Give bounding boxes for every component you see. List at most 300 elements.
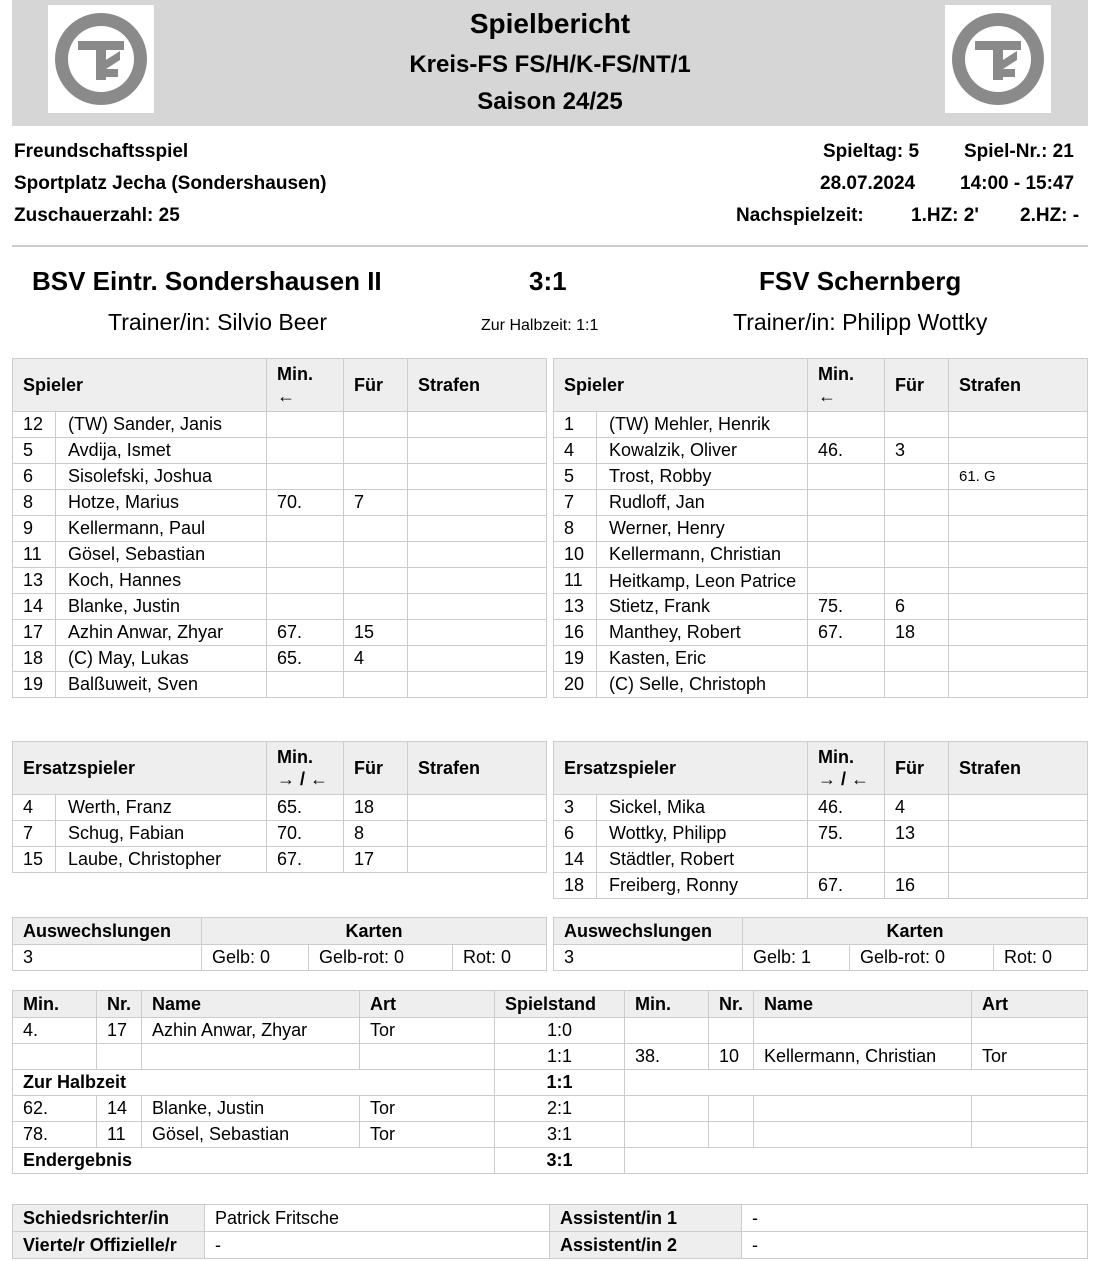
event-score: 1:0 — [495, 1018, 625, 1044]
red-cards: Rot: 0 — [453, 945, 547, 971]
referee-name: Patrick Fritsche — [205, 1205, 550, 1232]
substitution-minute — [808, 568, 885, 594]
substituted-for: 16 — [885, 873, 949, 899]
player-row — [13, 847, 547, 873]
substituted-for — [344, 672, 408, 698]
yellow-cards: Gelb: 1 — [743, 945, 850, 971]
substituted-for — [885, 646, 949, 672]
substituted-for: 4 — [344, 646, 408, 672]
substituted-for — [344, 542, 408, 568]
player-number: 4 — [13, 795, 56, 821]
substituted-for — [344, 594, 408, 620]
player-number: 7 — [554, 490, 597, 516]
halftime-row — [13, 1070, 1088, 1096]
player-name: Gösel, Sebastian — [56, 542, 267, 568]
player-number: 13 — [554, 594, 597, 620]
substituted-for: 4 — [885, 795, 949, 821]
player-row — [13, 542, 547, 568]
penalty — [949, 873, 1088, 899]
player-number: 19 — [554, 646, 597, 672]
penalty — [408, 620, 547, 646]
substituted-for: 15 — [344, 620, 408, 646]
empty-cell — [972, 1122, 1088, 1148]
player-row — [554, 542, 1088, 568]
empty-cell — [625, 1096, 709, 1122]
fourth-official-name: - — [205, 1232, 550, 1259]
substitution-minute: 46. — [808, 795, 885, 821]
substitution-minute — [267, 464, 344, 490]
home-team-name: BSV Eintr. Sondershausen II — [32, 266, 382, 296]
player-row — [13, 594, 547, 620]
player-name: Avdija, Ismet — [56, 438, 267, 464]
col-header-min: Min. ← — [808, 359, 885, 412]
penalty — [949, 795, 1088, 821]
player-name: Städtler, Robert — [597, 847, 808, 873]
substituted-for: 3 — [885, 438, 949, 464]
player-row — [554, 873, 1088, 899]
penalty — [949, 847, 1088, 873]
player-row — [13, 672, 547, 698]
player-name: Sickel, Mika — [597, 795, 808, 821]
table-header-row — [13, 742, 547, 795]
divider — [12, 245, 1088, 247]
event-row — [13, 1044, 1088, 1070]
player-name: Koch, Hannes — [56, 568, 267, 594]
event-row — [13, 1122, 1088, 1148]
penalty — [949, 412, 1088, 438]
player-name: Laube, Christopher — [56, 847, 267, 873]
penalty — [408, 438, 547, 464]
substituted-for — [885, 490, 949, 516]
final-row — [13, 1148, 1088, 1174]
match-time: 14:00 - 15:47 — [960, 173, 1075, 194]
substitution-minute — [808, 542, 885, 568]
player-row — [13, 490, 547, 516]
halftime-label: Zur Halbzeit — [13, 1070, 495, 1096]
player-row — [554, 620, 1088, 646]
penalty — [408, 412, 547, 438]
player-number: 5 — [13, 438, 56, 464]
player-row — [13, 412, 547, 438]
penalty — [949, 646, 1088, 672]
events-header-row — [13, 991, 1088, 1018]
penalty — [408, 568, 547, 594]
col-header-for: Für — [885, 742, 949, 795]
player-name: (C) Selle, Christoph — [597, 672, 808, 698]
empty-cell — [709, 1122, 754, 1148]
col-header-type: Art — [360, 991, 495, 1018]
player-number: 15 — [13, 847, 56, 873]
substituted-for — [344, 412, 408, 438]
player-row — [554, 847, 1088, 873]
player-name: Hotze, Marius — [56, 490, 267, 516]
penalty — [949, 568, 1088, 594]
col-header-nr: Nr. — [97, 991, 142, 1018]
event-minute: 78. — [13, 1122, 97, 1148]
away-team-name: FSV Schernberg — [759, 266, 962, 296]
penalty — [949, 594, 1088, 620]
player-number: 11 — [554, 568, 597, 594]
player-number: 6 — [13, 464, 56, 490]
player-name: Kellermann, Paul — [56, 516, 267, 542]
player-name: Werth, Franz — [56, 795, 267, 821]
event-minute: 62. — [13, 1096, 97, 1122]
col-header-penalties: Strafen — [949, 742, 1088, 795]
substituted-for — [885, 542, 949, 568]
player-row — [13, 464, 547, 490]
player-name: Werner, Henry — [597, 516, 808, 542]
player-number: 4 — [554, 438, 597, 464]
player-number: 18 — [13, 646, 56, 672]
event-type: Tor — [360, 1096, 495, 1122]
event-type: Tor — [360, 1018, 495, 1044]
empty-cell — [360, 1044, 495, 1070]
penalty — [408, 516, 547, 542]
home-trainer: Trainer/in: Silvio Beer — [108, 309, 328, 335]
col-header-nr: Nr. — [709, 991, 754, 1018]
player-row — [554, 821, 1088, 847]
substituted-for — [885, 672, 949, 698]
added-time-label: Nachspielzeit: — [736, 205, 864, 226]
player-number: 10 — [554, 542, 597, 568]
player-number: 19 — [13, 672, 56, 698]
away-stats-table — [553, 917, 1088, 971]
home-subs-table — [12, 741, 547, 873]
penalty — [949, 821, 1088, 847]
col-header-type: Art — [972, 991, 1088, 1018]
player-name: Azhin Anwar, Zhyar — [56, 620, 267, 646]
substituted-for: 7 — [344, 490, 408, 516]
player-number: 20 — [554, 672, 597, 698]
event-number: 11 — [97, 1122, 142, 1148]
subs-header: Auswechslungen — [13, 918, 202, 945]
player-row — [554, 594, 1088, 620]
col-header-name: Name — [754, 991, 972, 1018]
event-row — [13, 1018, 1088, 1044]
col-header-penalties: Strafen — [408, 359, 547, 412]
red-cards: Rot: 0 — [994, 945, 1088, 971]
player-name: Stietz, Frank — [597, 594, 808, 620]
home-stats-table — [12, 917, 547, 971]
substituted-for: 13 — [885, 821, 949, 847]
player-number: 8 — [554, 516, 597, 542]
cards-header: Karten — [202, 918, 547, 945]
col-header-player: Spieler — [554, 359, 808, 412]
player-number: 1 — [554, 412, 597, 438]
player-number: 6 — [554, 821, 597, 847]
empty-cell — [754, 1096, 972, 1122]
substituted-for — [885, 568, 949, 594]
penalty — [408, 646, 547, 672]
penalty — [408, 594, 547, 620]
substitution-minute: 67. — [808, 873, 885, 899]
player-name: Manthey, Robert — [597, 620, 808, 646]
player-row — [13, 795, 547, 821]
fourth-official-label: Vierte/r Offizielle/r — [13, 1232, 205, 1259]
away-trainer: Trainer/in: Philipp Wottky — [733, 309, 988, 335]
substituted-for: 8 — [344, 821, 408, 847]
penalty — [949, 620, 1088, 646]
penalty — [949, 672, 1088, 698]
penalty — [408, 795, 547, 821]
match-type: Freundschaftsspiel — [14, 141, 189, 162]
empty-cell — [97, 1044, 142, 1070]
player-row — [554, 516, 1088, 542]
substitution-minute — [808, 490, 885, 516]
player-name: Trost, Robby — [597, 464, 808, 490]
player-row — [554, 438, 1088, 464]
player-name: Kowalzik, Oliver — [597, 438, 808, 464]
empty-cell — [709, 1018, 754, 1044]
officials-table — [12, 1204, 1088, 1259]
substituted-for — [344, 438, 408, 464]
player-name: Rudloff, Jan — [597, 490, 808, 516]
empty-cell — [709, 1096, 754, 1122]
player-name: (C) May, Lukas — [56, 646, 267, 672]
event-number: 10 — [709, 1044, 754, 1070]
empty-cell — [972, 1018, 1088, 1044]
substitution-minute: 67. — [808, 620, 885, 646]
empty-cell — [625, 1122, 709, 1148]
match-number: Spiel-Nr.: 21 — [964, 141, 1074, 162]
penalty — [408, 821, 547, 847]
subs-header: Auswechslungen — [554, 918, 743, 945]
final-label: Endergebnis — [13, 1148, 495, 1174]
player-number: 8 — [13, 490, 56, 516]
player-name: (TW) Sander, Janis — [56, 412, 267, 438]
substituted-for — [885, 516, 949, 542]
player-row — [13, 646, 547, 672]
player-name: Sisolefski, Joshua — [56, 464, 267, 490]
player-name: (TW) Mehler, Henrik — [597, 412, 808, 438]
final-score-cell: 3:1 — [495, 1148, 625, 1174]
col-header-min: Min. ← — [267, 359, 344, 412]
event-player: Gösel, Sebastian — [142, 1122, 360, 1148]
player-name: Balßuweit, Sven — [56, 672, 267, 698]
player-row — [554, 490, 1088, 516]
col-header-for: Für — [344, 742, 408, 795]
substitution-minute — [267, 412, 344, 438]
penalty — [949, 490, 1088, 516]
col-header-min: Min. → / ← — [808, 742, 885, 795]
substitution-minute: 65. — [267, 646, 344, 672]
substitution-minute — [808, 412, 885, 438]
substituted-for: 18 — [344, 795, 408, 821]
player-row — [13, 568, 547, 594]
event-score: 2:1 — [495, 1096, 625, 1122]
player-name: Freiberg, Ronny — [597, 873, 808, 899]
col-header-for: Für — [885, 359, 949, 412]
substitution-minute — [808, 516, 885, 542]
event-player: Kellermann, Christian — [754, 1044, 972, 1070]
yellow-red-cards: Gelb-rot: 0 — [850, 945, 994, 971]
substituted-for — [885, 847, 949, 873]
substituted-for — [344, 516, 408, 542]
col-header-penalties: Strafen — [408, 742, 547, 795]
player-row — [554, 795, 1088, 821]
penalty — [408, 464, 547, 490]
penalty — [949, 516, 1088, 542]
player-number: 5 — [554, 464, 597, 490]
penalty — [949, 542, 1088, 568]
empty-cell — [625, 1018, 709, 1044]
home-lineup-table — [12, 358, 547, 698]
event-number: 17 — [97, 1018, 142, 1044]
player-number: 9 — [13, 516, 56, 542]
substituted-for — [344, 464, 408, 490]
substitution-minute — [267, 568, 344, 594]
away-subs-table — [553, 741, 1088, 899]
player-number: 14 — [554, 847, 597, 873]
substituted-for: 18 — [885, 620, 949, 646]
assistant2-label: Assistent/in 2 — [550, 1232, 742, 1259]
player-number: 11 — [13, 542, 56, 568]
substitution-minute: 46. — [808, 438, 885, 464]
player-name: Schug, Fabian — [56, 821, 267, 847]
col-header-score: Spielstand — [495, 991, 625, 1018]
event-minute: 38. — [625, 1044, 709, 1070]
penalty — [408, 847, 547, 873]
player-row — [554, 412, 1088, 438]
col-header-name: Name — [142, 991, 360, 1018]
event-score: 3:1 — [495, 1122, 625, 1148]
venue: Sportplatz Jecha (Sondershausen) — [14, 173, 327, 194]
final-score: 3:1 — [529, 266, 567, 296]
event-player: Azhin Anwar, Zhyar — [142, 1018, 360, 1044]
empty-cell — [13, 1044, 97, 1070]
substitution-minute: 75. — [808, 594, 885, 620]
player-row — [554, 672, 1088, 698]
empty-cell — [754, 1018, 972, 1044]
assistant1-label: Assistent/in 1 — [550, 1205, 742, 1232]
table-header-row — [13, 359, 547, 412]
cards-header: Karten — [743, 918, 1088, 945]
penalty — [408, 542, 547, 568]
spectators: Zuschauerzahl: 25 — [14, 205, 180, 226]
subs-count: 3 — [554, 945, 743, 971]
substituted-for: 17 — [344, 847, 408, 873]
substitution-minute — [808, 847, 885, 873]
league-title: Kreis-FS FS/H/K-FS/NT/1 — [409, 51, 691, 78]
col-header-sub: Ersatzspieler — [13, 742, 267, 795]
added-time-first-half: 1.HZ: 2' — [911, 205, 979, 226]
player-name: Heitkamp, Leon Patrice — [597, 568, 808, 594]
event-minute: 4. — [13, 1018, 97, 1044]
subs-count: 3 — [13, 945, 202, 971]
match-date: 28.07.2024 — [820, 173, 916, 194]
player-row — [13, 821, 547, 847]
report-title: Spielbericht — [469, 8, 631, 39]
events-table — [12, 990, 1088, 1174]
substitution-minute: 67. — [267, 847, 344, 873]
penalty: 61. G — [949, 464, 1088, 490]
player-row — [13, 516, 547, 542]
empty-cell — [625, 1070, 1088, 1096]
event-score: 1:1 — [495, 1044, 625, 1070]
col-header-sub: Ersatzspieler — [554, 742, 808, 795]
event-row — [13, 1096, 1088, 1122]
yellow-red-cards: Gelb-rot: 0 — [309, 945, 453, 971]
empty-cell — [625, 1148, 1088, 1174]
player-name: Blanke, Justin — [56, 594, 267, 620]
player-row — [554, 646, 1088, 672]
player-row — [554, 568, 1088, 594]
player-name: Kellermann, Christian — [597, 542, 808, 568]
substituted-for: 6 — [885, 594, 949, 620]
col-header-min: Min. — [13, 991, 97, 1018]
col-header-player: Spieler — [13, 359, 267, 412]
substitution-minute — [267, 594, 344, 620]
penalty — [408, 490, 547, 516]
assistant2-name: - — [742, 1232, 1088, 1259]
event-type: Tor — [972, 1044, 1088, 1070]
substitution-minute — [267, 672, 344, 698]
penalty — [949, 438, 1088, 464]
substitution-minute: 75. — [808, 821, 885, 847]
event-type: Tor — [360, 1122, 495, 1148]
substitution-minute: 70. — [267, 490, 344, 516]
player-number: 14 — [13, 594, 56, 620]
player-number: 12 — [13, 412, 56, 438]
substituted-for — [885, 464, 949, 490]
col-header-min: Min. → / ← — [267, 742, 344, 795]
substitution-minute — [267, 516, 344, 542]
substitution-minute — [267, 542, 344, 568]
substitution-minute: 67. — [267, 620, 344, 646]
halftime-score: Zur Halbzeit: 1:1 — [481, 317, 599, 334]
col-header-for: Für — [344, 359, 408, 412]
player-number: 16 — [554, 620, 597, 646]
substitution-minute: 65. — [267, 795, 344, 821]
empty-cell — [972, 1096, 1088, 1122]
substitution-minute — [808, 646, 885, 672]
substituted-for — [885, 412, 949, 438]
player-number: 18 — [554, 873, 597, 899]
player-number: 13 — [13, 568, 56, 594]
player-row — [13, 620, 547, 646]
empty-cell — [142, 1044, 360, 1070]
substitution-minute — [808, 672, 885, 698]
yellow-cards: Gelb: 0 — [202, 945, 309, 971]
assistant1-name: - — [742, 1205, 1088, 1232]
player-number: 17 — [13, 620, 56, 646]
table-header-row — [554, 742, 1088, 795]
away-lineup-table — [553, 358, 1088, 698]
event-player: Blanke, Justin — [142, 1096, 360, 1122]
player-name: Kasten, Eric — [597, 646, 808, 672]
substituted-for — [344, 568, 408, 594]
substitution-minute — [267, 438, 344, 464]
col-header-min: Min. — [625, 991, 709, 1018]
player-row — [554, 464, 1088, 490]
season-title: Saison 24/25 — [477, 88, 623, 115]
penalty — [408, 672, 547, 698]
substitution-minute — [808, 464, 885, 490]
col-header-penalties: Strafen — [949, 359, 1088, 412]
matchday: Spieltag: 5 — [823, 141, 920, 162]
halftime-score-cell: 1:1 — [495, 1070, 625, 1096]
event-number: 14 — [97, 1096, 142, 1122]
substitution-minute: 70. — [267, 821, 344, 847]
player-number: 3 — [554, 795, 597, 821]
referee-label: Schiedsrichter/in — [13, 1205, 205, 1232]
player-name: Wottky, Philipp — [597, 821, 808, 847]
table-header-row — [554, 359, 1088, 412]
player-row — [13, 438, 547, 464]
added-time-second-half: 2.HZ: - — [1020, 205, 1080, 226]
empty-cell — [754, 1122, 972, 1148]
player-number: 7 — [13, 821, 56, 847]
